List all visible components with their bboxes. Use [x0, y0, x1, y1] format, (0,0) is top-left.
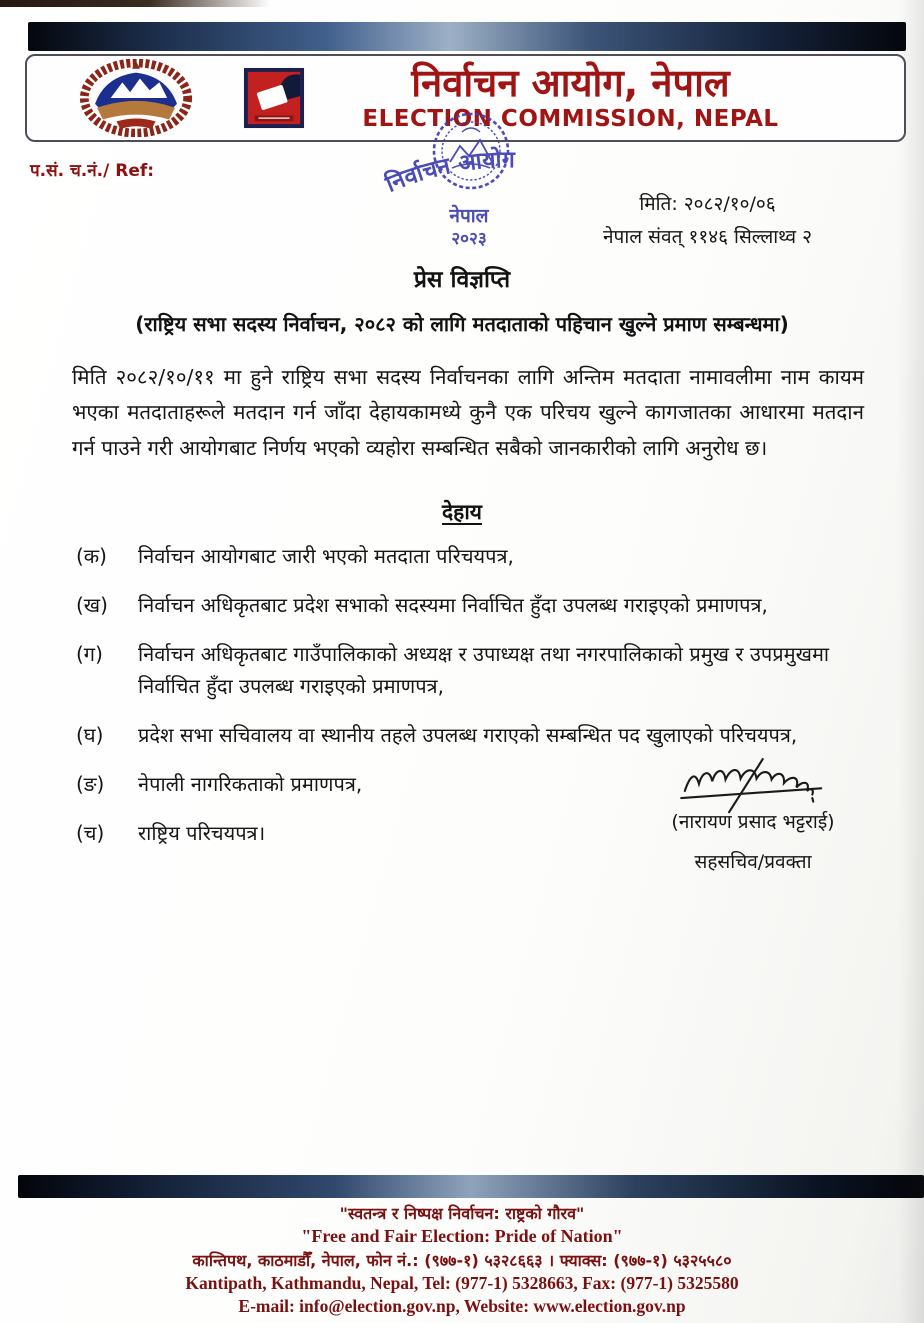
- reference-number-label: प.सं. च.नं./ Ref:: [30, 161, 155, 181]
- document-title: प्रेस विज्ञप्ति: [413, 267, 511, 293]
- list-item-text: निर्वाचन अधिकृतबाट प्रदेश सभाको सदस्यमा निर्वाचित हुँदा उपलब्ध गराइएको प्रमाणपत्र,: [138, 593, 768, 617]
- list-item-label: (ग): [76, 642, 103, 666]
- date-nepal-sambat: नेपाल संवत् ११४६ सिल्लाथ्व २: [603, 226, 812, 249]
- date-bs: मिति: २०८२/१०/०६: [639, 193, 776, 215]
- letterhead-bottom-band: [18, 1175, 924, 1198]
- contact-line: E-mail: info@election.gov.np, Website: www.election.gov.np: [238, 1295, 686, 1316]
- list-heading: देहाय: [442, 500, 482, 524]
- list-item-label: (क): [76, 544, 107, 568]
- list-item-label: (ख): [76, 593, 108, 617]
- org-name-nepali: निर्वाचन आयोग, नेपाल: [411, 61, 730, 106]
- list-item-text: नेपाली नागरिकताको प्रमाणपत्र,: [138, 772, 363, 796]
- stamp-line2: नेपाल: [449, 205, 489, 227]
- subject-line: (राष्ट्रिय सभा सदस्य निर्वाचन, २०८२ को लागि मतदाताको पहिचान खुल्ने प्रमाण सम्बन्धमा): [135, 312, 789, 336]
- handwritten-signature: [663, 752, 843, 814]
- address-nepali: कान्तिपथ, काठमाडौँ, नेपाल, फोन नं.: (९७७-१) ५३२८६६३ । फ्याक्स: (९७७-१) ५३२५५८०: [192, 1250, 732, 1270]
- official-stamp: [378, 110, 568, 255]
- org-name-english: ELECTION COMMISSION, NEPAL: [362, 105, 779, 132]
- stamp-line3: २०२३: [451, 229, 487, 249]
- body-paragraph: मिति २०८२/१०/११ मा हुने राष्ट्रिय सभा सदस्य निर्वाचनका लागि अन्तिम मतदाता नामावलीमा नाम कायम भएका मतदाताहरूले मतदान गर्न जाँदा देहायकामध्ये कुनै एक परिचय खुल्ने कागजातका आधारमा मतदान गर्न पाउने गरी आयोगबाट निर्णय भएको व्यहोरा सम्बन्धित सबैको जानकारीको लागि अनुरोध छ।: [72, 365, 864, 460]
- letterhead-footer: [0, 1202, 924, 1317]
- svg-text:निर्वाचन आयोग: [381, 145, 516, 198]
- scan-shadow: [898, 0, 924, 1323]
- motto-nepali: "स्वतन्त्र र निष्पक्ष निर्वाचन: राष्ट्रको गौरव": [339, 1204, 585, 1223]
- date-block: [575, 188, 840, 255]
- letterhead-top-band: [28, 22, 906, 51]
- ballot-box-logo-icon: [243, 67, 305, 129]
- list-item: [76, 589, 870, 621]
- list-item: [76, 638, 870, 702]
- list-item: [76, 540, 870, 572]
- motto-english: "Free and Fair Election: Pride of Nation": [301, 1226, 623, 1247]
- list-item-text: प्रदेश सभा सचिवालय वा स्थानीय तहले उपलब्ध गराएको सम्बन्धित पद खुलाएको परिचयपत्र,: [138, 723, 798, 747]
- list-item-text: राष्ट्रिय परिचयपत्र।: [138, 821, 266, 845]
- list-item-label: (ङ): [76, 772, 105, 796]
- address-english: Kantipath, Kathmandu, Nepal, Tel: (977-1) 5328663, Fax: (977-1) 5325580: [185, 1272, 739, 1293]
- scan-edge-artifact: [0, 0, 270, 7]
- list-item-text: निर्वाचन अधिकृतबाट गाउँपालिकाको अध्यक्ष र उपाध्यक्ष तथा नगरपालिकाको प्रमुख र उपप्रमुखमा निर्वाचित हुँदा उपलब्ध गराइएको प्रमाणपत्र,: [138, 642, 830, 698]
- signature-block: [628, 752, 878, 874]
- signatory-designation: सहसचिव/प्रवक्ता: [694, 851, 812, 873]
- list-item: [76, 719, 870, 751]
- list-item-label: (च): [76, 821, 105, 845]
- signatory-name: (नारायण प्रसाद भट्टराई): [671, 811, 835, 833]
- stamp-arc-text: निर्वाचन आयोग: [382, 147, 515, 198]
- nepal-coat-of-arms-icon: [77, 59, 195, 137]
- list-item-label: (घ): [76, 723, 104, 747]
- list-item-text: निर्वाचन आयोगबाट जारी भएको मतदाता परिचयपत्र,: [138, 544, 514, 568]
